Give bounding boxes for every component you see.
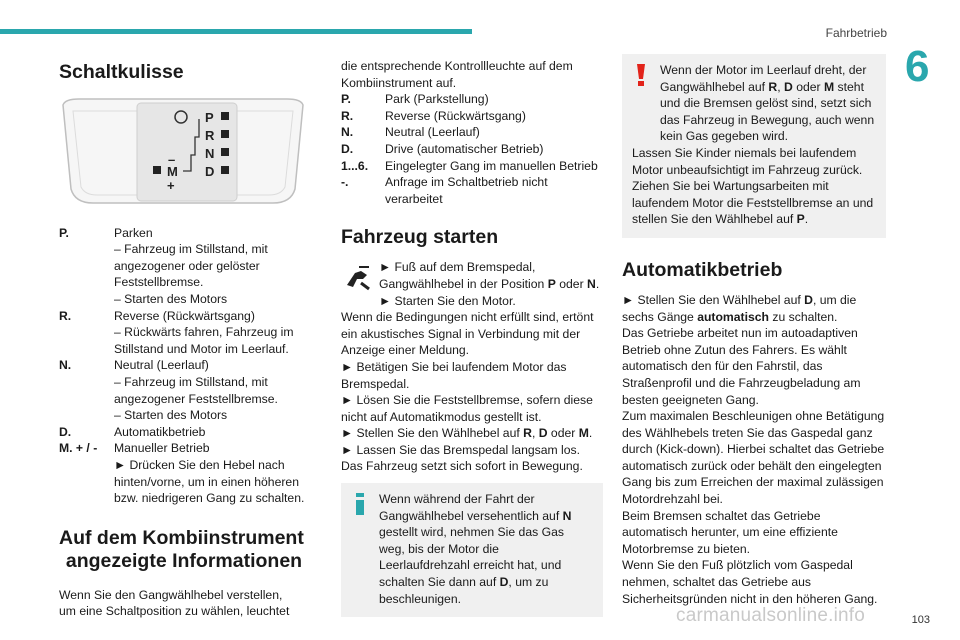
intro-text: Wenn Sie den Gangwählhebel verstellen, um eine Schaltposition zu wählen, leuchtet — [59, 587, 290, 619]
info-icon — [353, 493, 367, 515]
def-row-d: D. Automatikbetrieb — [59, 424, 206, 439]
def-row-r: R. Reverse (Rückwärtsgang) – Rückwärts fahren, Fahrzeug im Stillstand und Motor im Leerlauf. — [59, 308, 294, 356]
section-title: Fahrbetrieb — [825, 26, 887, 40]
page-number: 103 — [911, 614, 930, 626]
gear-selector-illustration — [59, 97, 307, 207]
column-2 — [341, 58, 603, 617]
column-1 — [59, 56, 309, 620]
def-row-n: N. Neutral (Leerlauf) – Fahrzeug im Stillstand, mit angezogener Feststellbremse. – Starten des Motors — [59, 358, 278, 423]
auto-text-2: Das Getriebe arbeitet nun im autoadaptiven Betrieb ohne Zutun des Fahrers. Es wählt automatisch den für den Fahrstil, das Straßenprofil und die Fahrzeugbeladung am besten geeigneten Gang. — [622, 326, 861, 407]
warning-icon — [634, 64, 648, 86]
gear-d-label: D — [205, 164, 215, 179]
info-box: Wenn während der Fahrt der Gangwählhebel versehentlich auf N gestellt wird, nehmen Sie das Gas weg, bis der Motor die Leerlaufdrehzahl erreicht hat, und schalten Sie dann auf D, um zu beschleunigen. — [341, 483, 603, 617]
gear-p-label: P — [205, 110, 214, 125]
gear-definitions — [59, 225, 309, 507]
heading-kombiinstrument: Auf dem Kombiinstrument angezeigte Informationen — [59, 526, 304, 572]
watermark: carmanualsonline.info — [676, 605, 866, 626]
auto-text-3: Zum maximalen Beschleunigen ohne Betätigung des Wählhebels treten Sie das Gaspedal ganz durch (Kick-down). Hierbei schaltet das Getriebe automatisch zurück oder behält den eingelegten Gang bis zum Erreichen der maximal zulässigen Motordrehzahl bei. — [622, 409, 885, 507]
gear-n-label: N — [205, 146, 215, 161]
column-3 — [622, 54, 886, 607]
gear-r-label: R — [205, 128, 215, 143]
gear-minus-label: – — [168, 152, 176, 167]
header-bar — [0, 29, 472, 34]
start-steps: ► Fuß auf dem Bremspedal, Gangwählhebel in der Position P oder N. ► Starten Sie den Motor. Wenn die Bedingungen nicht erfüllt sind, ertönt ein akustisches Signal in Verbindung mit der Anzeige einer Meldung. ► Betätigen Sie bei laufendem Motor das Bremspedal. ► Lösen Sie die Feststellbremse, sofern diese nicht auf Automatikmodus gestellt ist. ► Stellen Sie den Wählhebel auf R, D oder M. ► Lassen Sie das Bremspedal langsam los. Das Fahrzeug setzt sich sofort in Bewegung. — [341, 260, 600, 474]
heading-fahrzeug-starten: Fahrzeug starten — [341, 226, 499, 249]
def-row-p: P. Parken – Fahrzeug im Stillstand, mit angezogener oder gelöster Feststellbremse. – Starten des Motors — [59, 225, 268, 306]
auto-text-4: Beim Bremsen schaltet das Getriebe automatisch herunter, um eine effiziente Motorbremse zu bieten. — [622, 508, 838, 556]
auto-step-1: ► Stellen Sie den Wählhebel auf D, um die sechs Gänge automatisch zu schalten. — [622, 292, 857, 324]
auto-text-5: Wenn Sie den Fuß plötzlich vom Gaspedal nehmen, schaltet das Getriebe aus Sicherheitsgründen nicht in den höheren Gang. — [622, 558, 878, 606]
gear-plus-label: + — [167, 178, 175, 193]
foot-on-pedal-icon — [341, 261, 373, 293]
indicator-definitions: P. Park (Parkstellung) R. Reverse (Rückwärtsgang) N. Neutral (Leerlauf) D. Drive (automatischer Betrieb) 1...6. Eingelegter Gang im manuellen Betrieb -. Anfrage im Schaltbetrieb nicht verarbeitet — [341, 92, 598, 206]
heading-automatikbetrieb: Automatikbetrieb — [622, 258, 783, 281]
heading-schaltkulisse: Schaltkulisse — [59, 61, 184, 83]
chapter-number: 6 — [905, 42, 930, 91]
warning-box: Wenn der Motor im Leerlauf dreht, der Gangwählhebel auf R, D oder M steht und die Bremsen gelöst sind, setzt sich das Fahrzeug in Bewegung, auch wenn kein Gas gegeben wird. Lassen Sie Kinder niemals bei laufendem Motor unbeaufsichtigt im Fahrzeug zurück. Ziehen Sie bei Wartungsarbeiten mit laufendem Motor die Feststellbremse an und stellen Sie den Wählhebel auf P. — [622, 54, 886, 238]
cont-text: die entsprechende Kontrollleuchte auf dem Kombiinstrument auf. — [341, 59, 573, 90]
def-row-m: M. + / - Manueller Betrieb ► Drücken Sie den Hebel nach hinten/vorne, um in einen höheren bzw. niedrigeren Gang zu schalten. — [59, 441, 305, 506]
gear-m-label: M — [167, 164, 178, 179]
